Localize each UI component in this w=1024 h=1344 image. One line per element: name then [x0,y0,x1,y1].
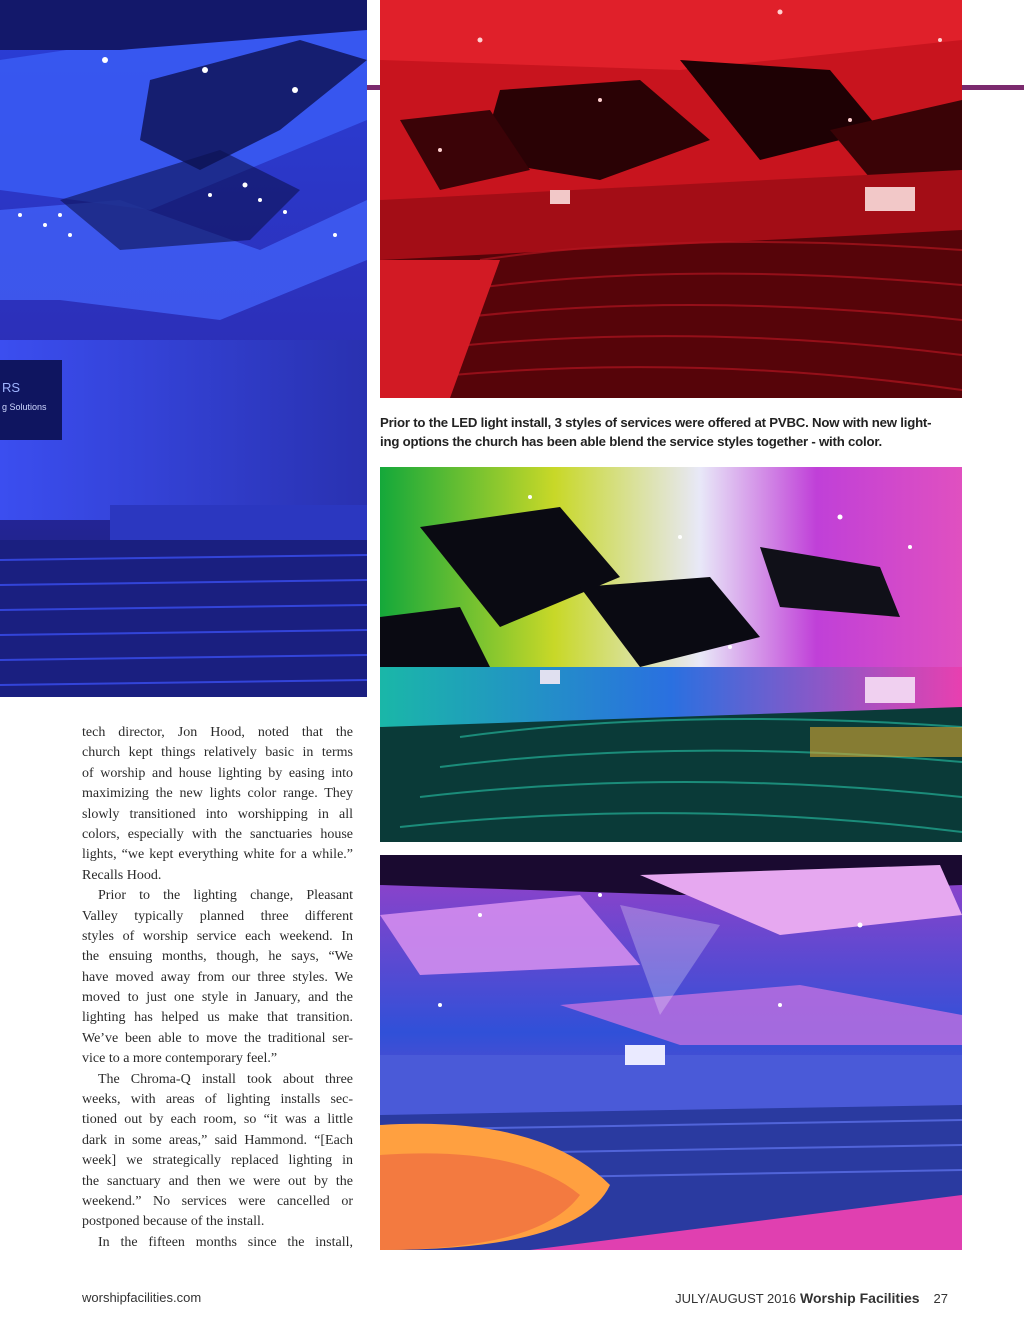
photo-rainbow-sanctuary [380,467,962,842]
footer-issue-info [675,1290,948,1306]
photo-red-sanctuary [380,0,962,398]
article-line: moved to just one style in January, and the [82,990,353,1006]
article-line: dark in some areas,” said Hammond. “[Each [82,1132,353,1148]
article-line: Prior to the lighting change, Pleasant [98,888,353,904]
article-line: the ensuing months, though, he says, “We [82,949,353,965]
article-line: The Chroma-Q install took about three [98,1071,353,1087]
article-line: vice to a more contemporary feel.” [82,1051,278,1067]
photo-blue-sanctuary [0,0,367,697]
article-line: colors, especially with the sanctuaries house [82,826,353,842]
article-line: In the fifteen months since the install, [98,1234,353,1250]
article-line: tioned out by each room, so “it was a little [82,1112,353,1128]
article-line: styles of worship service each weekend. In [82,928,353,944]
article-line: slowly transitioned into worshipping in all [82,806,353,822]
photo-caption [380,413,962,451]
accent-bar-left [367,85,380,90]
page-number: 27 [933,1291,948,1306]
article-line: lights, “we kept everything white for a while.” [82,847,353,863]
article-line: Recalls Hood. [82,867,162,883]
article-line: We’ve been able to move the traditional ser- [82,1030,353,1046]
accent-bar-right [962,85,1024,90]
footer-brand: Worship Facilities [799,1290,920,1306]
photo-pink-stage [380,855,962,1250]
article-line: of worship and house lighting by easing into [82,765,353,781]
caption-line-2: ing options the church has been able blend the service styles together - with color. [380,434,883,449]
blue-screen-subtitle: g Solutions [2,402,47,412]
article-line: lighting has helped us make that transition. [82,1010,353,1026]
article-line: have moved away from our three styles. We [82,969,353,985]
article-line: weeks, with areas of lighting installs sec- [82,1092,353,1108]
footer-issue: JULY/AUGUST 2016 [675,1291,796,1306]
article-body [82,723,353,1253]
article-line: postponed because of the install. [82,1214,265,1230]
article-line: maximizing the new lights color range. They [82,786,353,802]
article-line: weekend.” No services were cancelled or [82,1193,353,1209]
caption-line-1: Prior to the LED light install, 3 styles of services were offered at PVBC. Now with new light- [380,415,932,430]
footer-website[interactable]: worshipfacilities.com [82,1290,202,1305]
blue-screen-logo: RS [2,380,21,395]
article-line: tech director, Jon Hood, noted that the [82,725,353,740]
article-line: Valley typically planned three different [82,908,353,924]
article-line: church kept things relatively basic in terms [82,745,353,761]
article-line: week] we strategically replaced lighting in [82,1153,353,1169]
article-line: the sanctuary and then we were out by the [82,1173,353,1189]
